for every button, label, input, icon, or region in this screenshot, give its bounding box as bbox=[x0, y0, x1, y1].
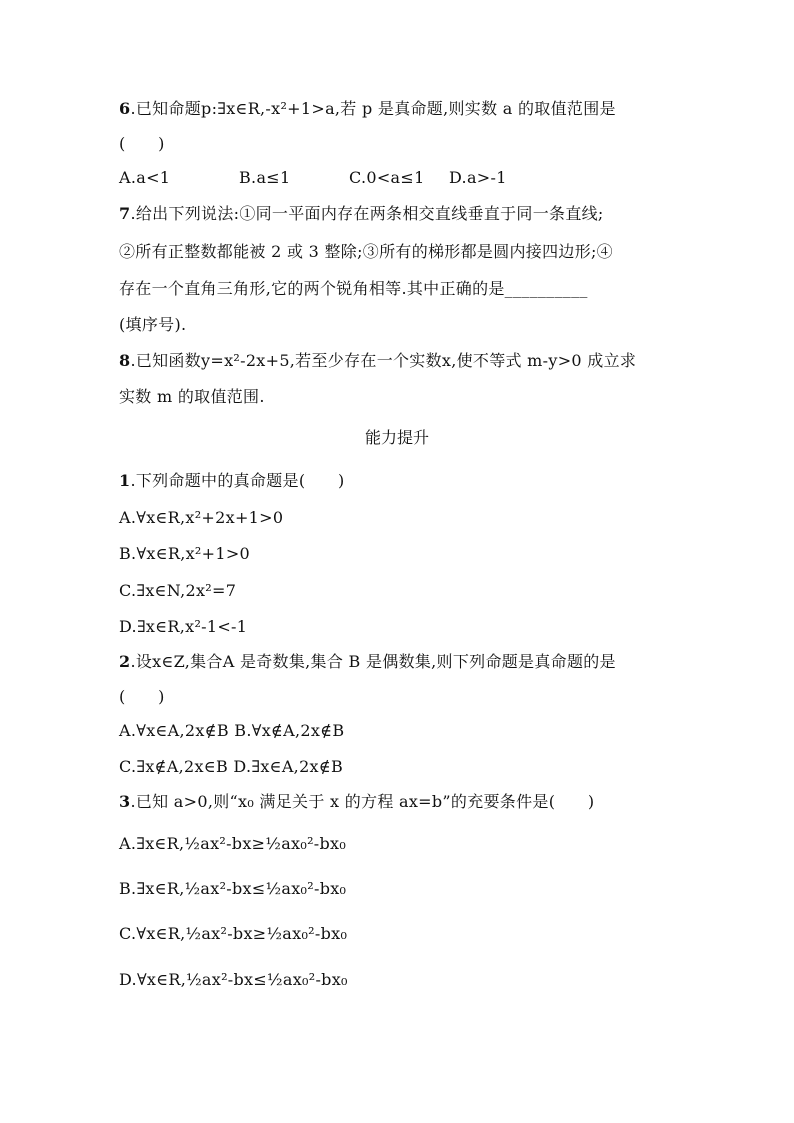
p1-number: 1 bbox=[119, 471, 131, 490]
p1-text: .下列命题中的真命题是( ) bbox=[130, 471, 345, 490]
q7-line-4: (填序号). bbox=[119, 315, 187, 334]
p2-options-row-2: C.∃x∉A,2x∈B D.∃x∈A,2x∉B bbox=[119, 757, 344, 776]
q8-line-2: 实数 m 的取值范围. bbox=[119, 387, 265, 406]
p2-stem bbox=[119, 651, 616, 673]
q8-text-1: .已知函数y=x²-2x+5,若至少存在一个实数x,使不等式 m-y>0 成立求 bbox=[130, 351, 637, 370]
p2-options-row-1: A.∀x∈A,2x∉B B.∀x∉A,2x∉B bbox=[119, 721, 345, 740]
p1-option-b: B.∀x∈R,x²+1>0 bbox=[119, 544, 251, 563]
q6-option-c: C.0<a≤1 bbox=[349, 168, 425, 187]
q7-number: 7 bbox=[119, 204, 131, 223]
q7-line-3: 存在一个直角三角形,它的两个锐角相等.其中正确的是__________ bbox=[119, 279, 588, 298]
q6-text: .已知命题p:∃x∈R,-x²+1>a,若 p 是真命题,则实数 a 的取值范围是 bbox=[130, 99, 616, 118]
q7-line-1 bbox=[119, 203, 604, 225]
q6-answer-blank: ( ) bbox=[119, 134, 165, 153]
p1-option-c: C.∃x∈N,2x²=7 bbox=[119, 581, 237, 600]
p1-option-d: D.∃x∈R,x²-1<-1 bbox=[119, 617, 248, 636]
q6-stem bbox=[119, 98, 616, 120]
p2-text: .设x∈Z,集合A 是奇数集,集合 B 是偶数集,则下列命题是真命题的是 bbox=[130, 652, 616, 671]
q6-option-a: A.a<1 bbox=[119, 168, 171, 187]
q6-options bbox=[119, 167, 507, 189]
p3-text: .已知 a>0,则“x₀ 满足关于 x 的方程 ax=b”的充要条件是( ) bbox=[130, 792, 595, 811]
q7-text-1: .给出下列说法:①同一平面内存在两条相交直线垂直于同一条直线; bbox=[130, 204, 604, 223]
q6-number: 6 bbox=[119, 99, 131, 118]
q7-line-2: ②所有正整数都能被 2 或 3 整除;③所有的梯形都是圆内接四边形;④ bbox=[119, 242, 613, 261]
p3-option-b: B.∃x∈R,½ax²-bx≤½ax₀²-bx₀ bbox=[119, 879, 347, 898]
p1-option-a: A.∀x∈R,x²+2x+1>0 bbox=[119, 508, 284, 527]
p3-option-c: C.∀x∈R,½ax²-bx≥½ax₀²-bx₀ bbox=[119, 924, 348, 943]
p3-stem bbox=[119, 791, 594, 813]
q6-option-b: B.a≤1 bbox=[239, 168, 291, 187]
p3-number: 3 bbox=[119, 792, 131, 811]
q8-number: 8 bbox=[119, 351, 131, 370]
p2-answer-blank: ( ) bbox=[119, 687, 165, 706]
q6-option-d: D.a>-1 bbox=[449, 168, 507, 187]
p3-option-d: D.∀x∈R,½ax²-bx≤½ax₀²-bx₀ bbox=[119, 970, 348, 989]
section-title: 能力提升 bbox=[364, 428, 429, 447]
q8-line-1 bbox=[119, 350, 636, 372]
p2-number: 2 bbox=[119, 652, 131, 671]
p1-stem bbox=[119, 470, 345, 492]
p3-option-a: A.∃x∈R,½ax²-bx≥½ax₀²-bx₀ bbox=[119, 834, 347, 853]
